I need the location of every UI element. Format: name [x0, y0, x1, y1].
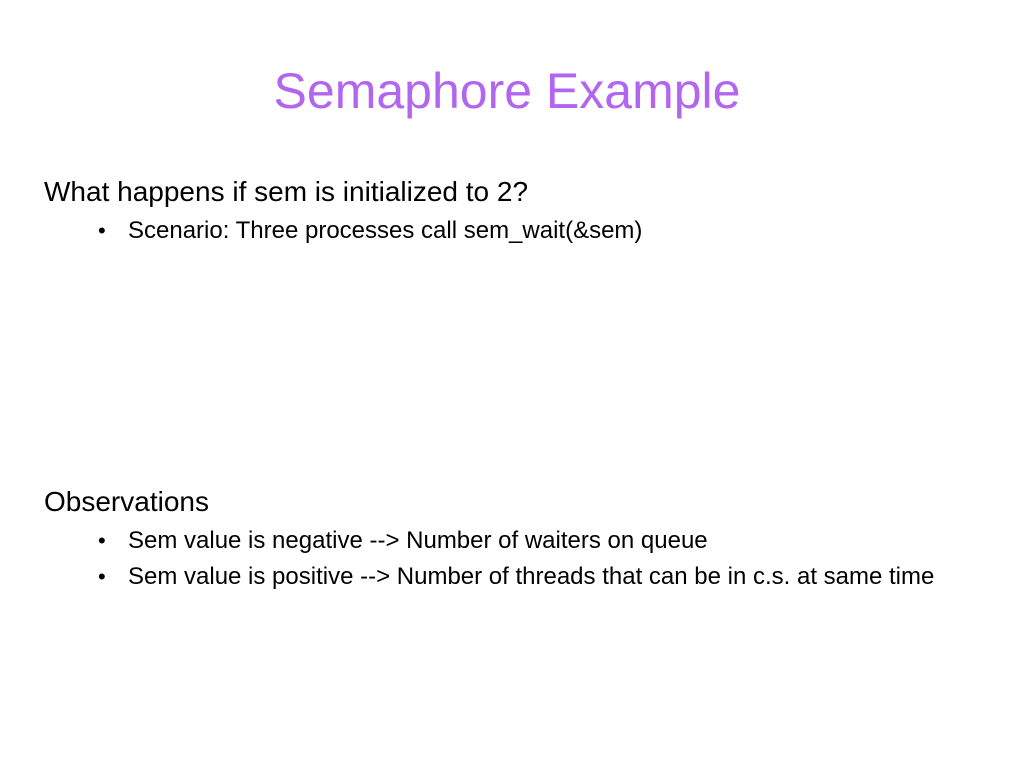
slide-title: Semaphore Example	[273, 63, 741, 119]
bullet-list	[44, 215, 984, 247]
bullet-item	[44, 561, 984, 593]
bullet-item	[44, 215, 984, 247]
bullet-icon: •	[98, 564, 106, 589]
bullet-icon: •	[98, 528, 106, 553]
bullet-icon: •	[98, 218, 106, 243]
section-question	[44, 172, 984, 247]
section-observations	[44, 482, 984, 593]
bullet-text: Scenario: Three processes call sem_wait(&sem)	[128, 217, 643, 244]
section-heading: Observations	[44, 486, 209, 517]
section-heading: What happens if sem is initialized to 2?	[44, 176, 529, 207]
bullet-text: Sem value is positive --> Number of threads that can be in c.s. at same time	[128, 563, 935, 590]
bullet-list	[44, 525, 984, 593]
bullet-item	[44, 525, 984, 557]
bullet-text: Sem value is negative --> Number of waiters on queue	[128, 527, 708, 554]
